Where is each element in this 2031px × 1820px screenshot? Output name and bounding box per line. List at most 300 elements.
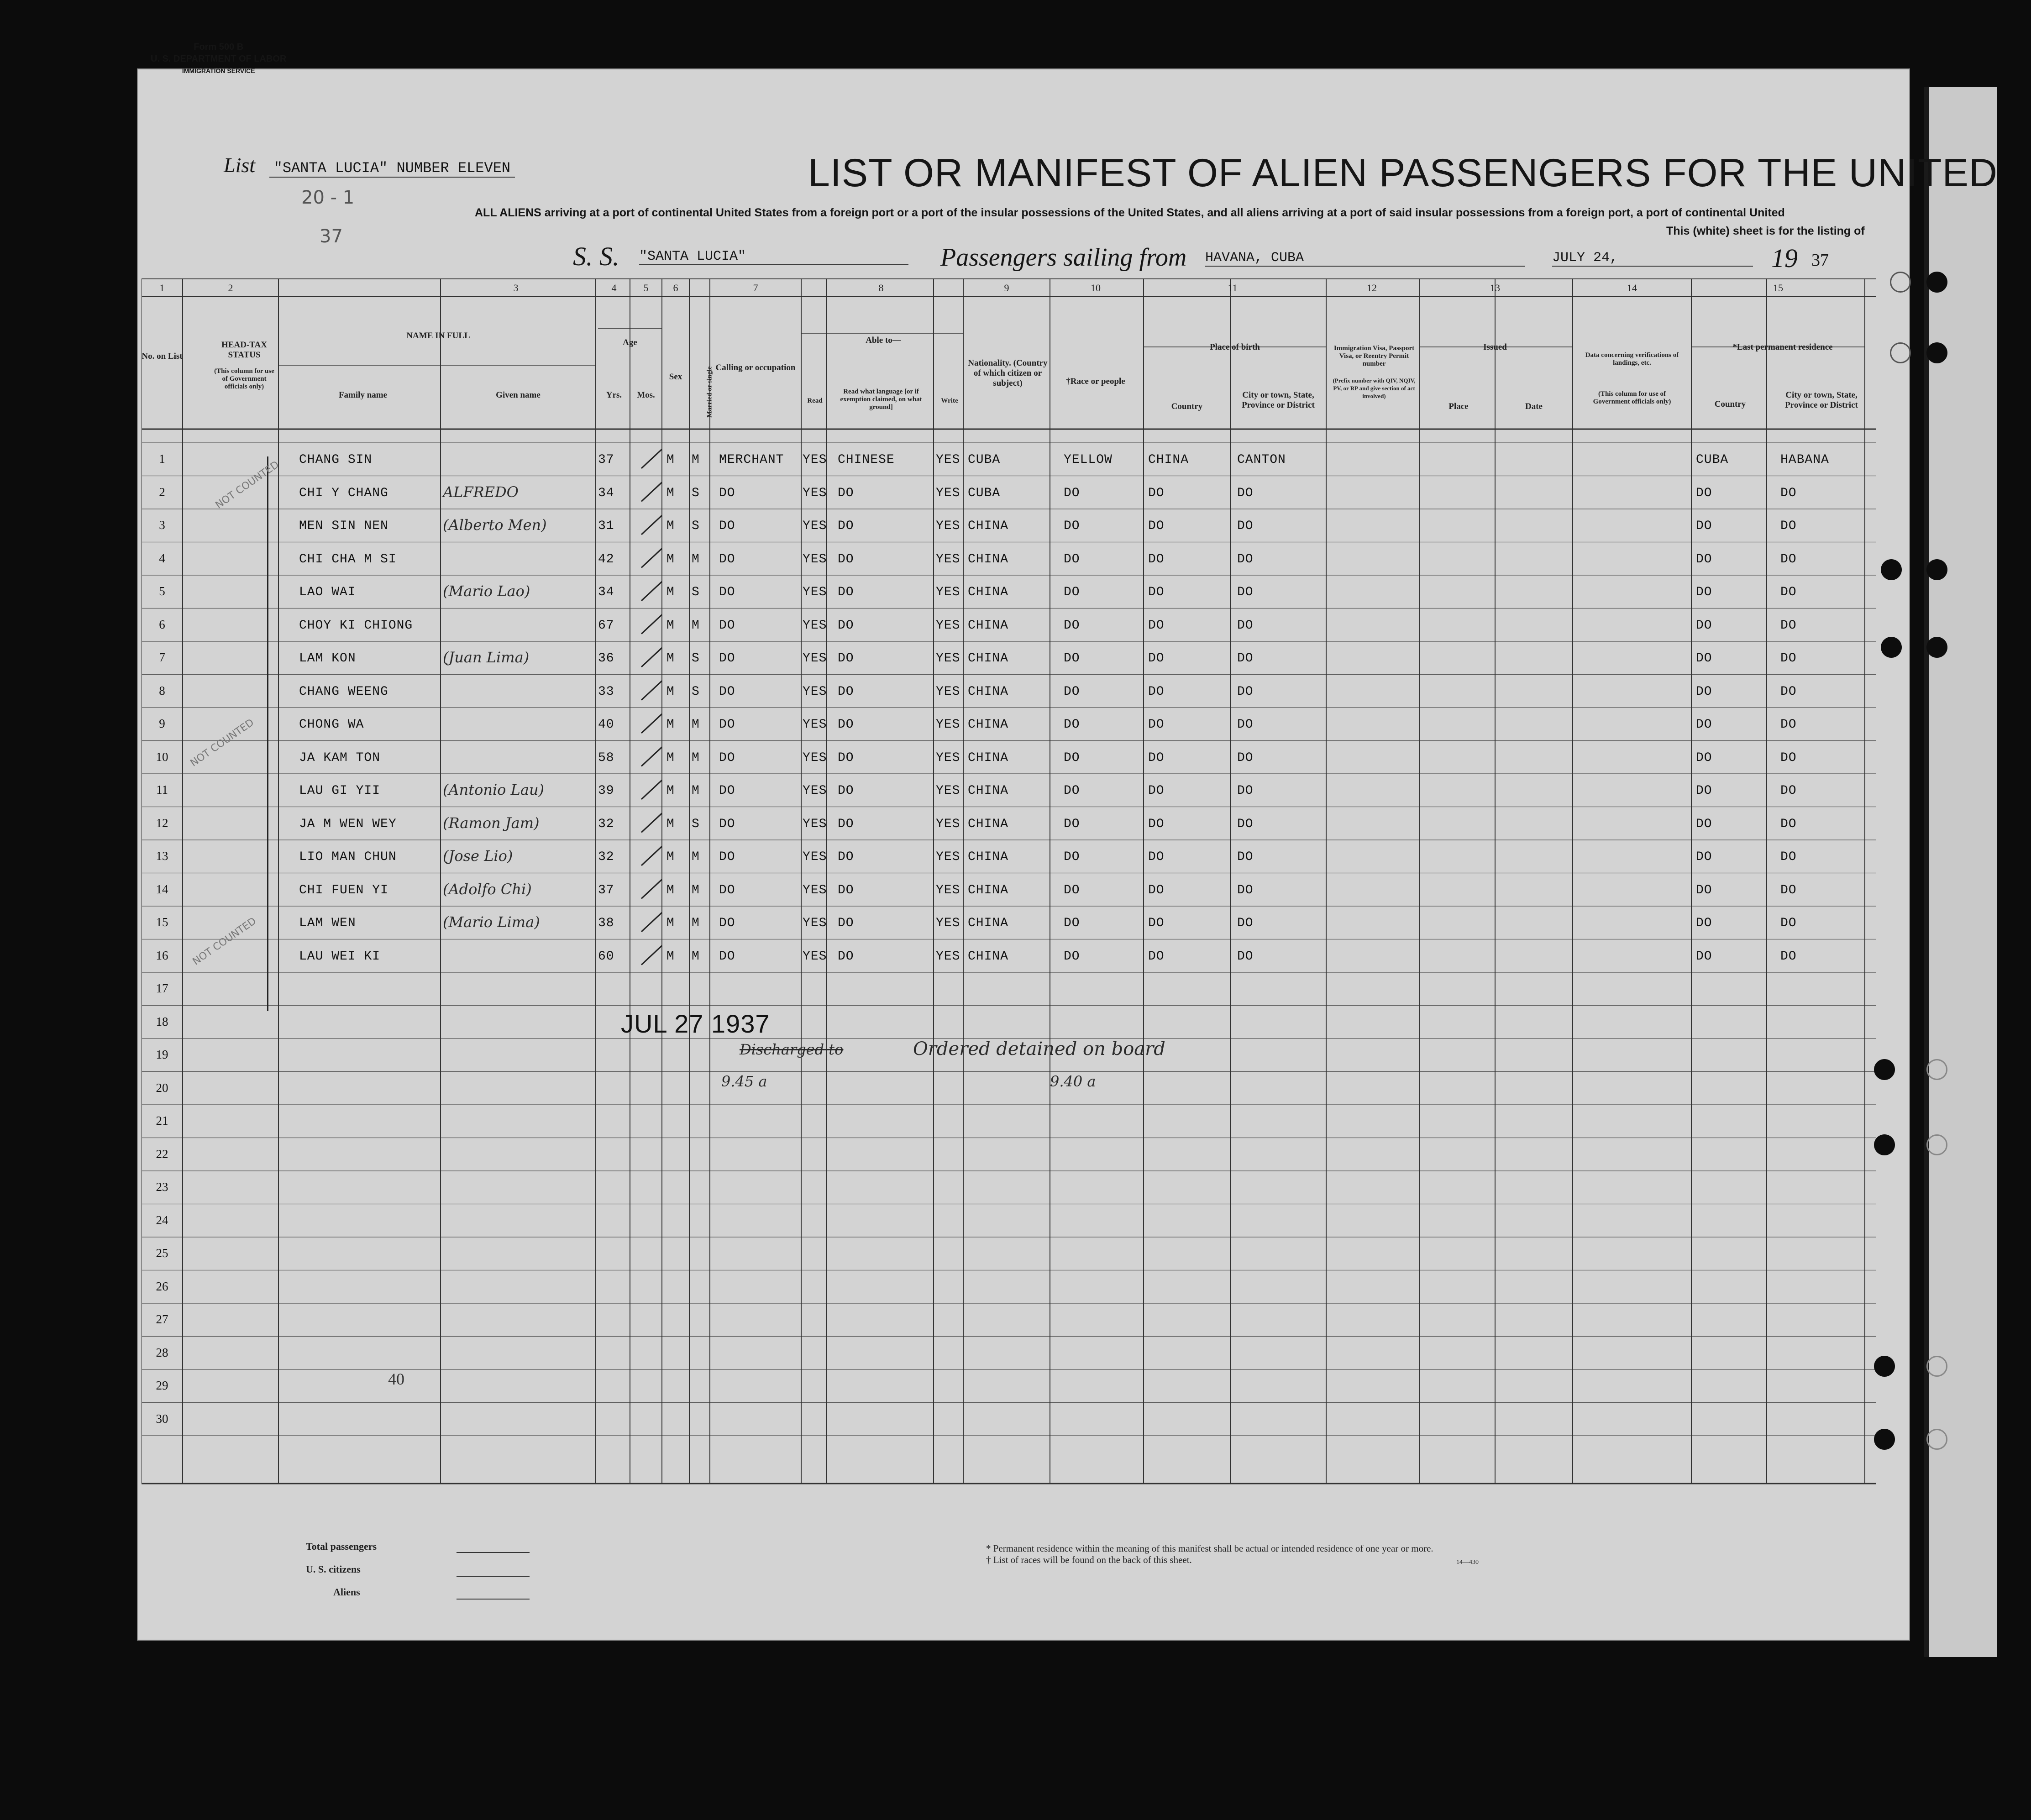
footnote-permanent: * Permanent residence within the meaning of this manifest shall be actual or intended residence of one year or more. <box>986 1543 1433 1554</box>
cell-race: DO <box>1064 519 1080 533</box>
column-number: 15 <box>1773 282 1783 294</box>
header-res-country: Country <box>1714 399 1746 409</box>
row-number: 26 <box>156 1279 168 1293</box>
column-number: 1 <box>159 282 165 294</box>
header-landing-note: (This column for use of Government officials only) <box>1593 390 1671 405</box>
cell-sex: M <box>667 552 675 566</box>
cell-read: YES <box>803 552 827 566</box>
binder-hole <box>1874 1356 1895 1377</box>
footnote-races: † List of races will be found on the back of this sheet. <box>986 1554 1192 1565</box>
cell-age: 32 <box>598 850 614 864</box>
row-number: 11 <box>156 783 168 797</box>
cell-res-country: CUBA <box>1696 453 1729 467</box>
cell-nationality: CHINA <box>968 949 1009 964</box>
row-number: 12 <box>156 816 168 830</box>
cell-occupation: DO <box>719 883 735 897</box>
cell-occupation: DO <box>719 916 735 930</box>
department: U. S. DEPARTMENT OF LABOR <box>151 54 287 64</box>
row-number: 23 <box>156 1180 168 1194</box>
cell-nationality: CUBA <box>968 453 1001 467</box>
header-no-on-list: No. on List <box>142 351 183 361</box>
age-tick-mark <box>641 515 662 535</box>
departure-date: JULY 24, <box>1552 250 1753 267</box>
cell-age: 34 <box>598 585 614 599</box>
cell-language: CHINESE <box>838 453 895 467</box>
handwritten-ordered-detained: Ordered detained on board <box>913 1039 1165 1059</box>
cell-birth-country: DO <box>1148 519 1165 533</box>
cell-sex: M <box>667 850 675 864</box>
cell-nationality: CHINA <box>968 883 1009 897</box>
cell-age: 42 <box>598 552 614 566</box>
cell-nationality: CHINA <box>968 718 1009 732</box>
cell-language: DO <box>838 750 854 765</box>
header-read-language: Read what language [or if exemption claimed, on what ground] <box>840 388 922 411</box>
header-calling: Calling or occupation <box>715 363 796 372</box>
header-visa-note: (Prefix number with QIV, NQIV, PV, or RP and give section of act involved) <box>1333 377 1416 399</box>
cell-age: 38 <box>598 916 614 930</box>
cell-write: YES <box>936 453 960 467</box>
cell-res-country: DO <box>1696 784 1712 798</box>
cell-read: YES <box>803 453 827 467</box>
cell-read: YES <box>803 684 827 699</box>
binder-hole <box>1926 342 1947 363</box>
cell-sex: M <box>667 618 675 633</box>
cell-ms: M <box>692 750 700 765</box>
cell-family: CHOY KI CHIONG <box>299 618 413 633</box>
cell-nationality: CHINA <box>968 750 1009 765</box>
cell-language: DO <box>838 618 854 633</box>
cell-write: YES <box>936 750 960 765</box>
cell-write: YES <box>936 651 960 666</box>
cell-res-country: DO <box>1696 850 1712 864</box>
cell-family: JA KAM TON <box>299 750 381 765</box>
cell-race: DO <box>1064 718 1080 732</box>
header-visa: Immigration Visa, Passport Visa, or Reentry Permit number <box>1333 345 1415 367</box>
cell-ms: S <box>692 585 700 599</box>
cell-family: CHANG SIN <box>299 453 373 467</box>
cell-language: DO <box>838 651 854 666</box>
list-value: "SANTA LUCIA" NUMBER ELEVEN <box>269 160 515 178</box>
cell-family: CHI Y CHANG <box>299 486 388 500</box>
cell-read: YES <box>803 817 827 831</box>
binder-hole <box>1926 1429 1947 1450</box>
cell-sex: M <box>667 453 675 467</box>
header-birth-city: City or town, State, Province or District <box>1242 390 1315 410</box>
cell-given: (Jose Lio) <box>443 847 513 865</box>
cell-occupation: DO <box>719 519 735 533</box>
header-landing-data: Data concerning verifications of landings, etc. <box>1585 351 1679 367</box>
cell-occupation: DO <box>719 486 735 500</box>
sheet-count-40: 40 <box>388 1370 404 1388</box>
cell-res-country: DO <box>1696 817 1712 831</box>
cell-birth-city: DO <box>1237 618 1254 633</box>
age-tick-mark <box>641 846 662 865</box>
cell-sex: M <box>667 718 675 732</box>
row-number: 24 <box>156 1213 168 1227</box>
header-family-name: Family name <box>338 390 388 400</box>
header-age-yrs: Yrs. <box>606 390 622 400</box>
cell-ms: M <box>692 552 700 566</box>
header-married-single: Married or single <box>706 366 714 418</box>
cell-ms: S <box>692 519 700 533</box>
cell-race: DO <box>1064 684 1080 699</box>
binder-hole <box>1874 1429 1895 1450</box>
cell-res-country: DO <box>1696 618 1712 633</box>
cell-age: 67 <box>598 618 614 633</box>
cell-res-city: DO <box>1780 651 1797 666</box>
cell-res-country: DO <box>1696 750 1712 765</box>
cell-age: 34 <box>598 486 614 500</box>
cell-read: YES <box>803 750 827 765</box>
cell-ms: M <box>692 949 700 964</box>
cell-ms: M <box>692 916 700 930</box>
header-write: Write <box>941 397 958 404</box>
departure-port: HAVANA, CUBA <box>1205 250 1525 267</box>
cell-language: DO <box>838 585 854 599</box>
cell-res-country: DO <box>1696 552 1712 566</box>
cell-occupation: DO <box>719 850 735 864</box>
header-read: Read <box>807 397 823 404</box>
header-birth-country: Country <box>1171 402 1203 411</box>
cell-sex: M <box>667 817 675 831</box>
cell-birth-country: DO <box>1148 486 1165 500</box>
year-prefix: 19 <box>1771 243 1798 273</box>
cell-language: DO <box>838 519 854 533</box>
header-able-to: Able to— <box>866 336 901 345</box>
pencil-note-2: 37 <box>320 226 343 247</box>
age-tick-mark <box>641 780 662 799</box>
cell-occupation: MERCHANT <box>719 453 784 467</box>
cell-age: 58 <box>598 750 614 765</box>
cell-nationality: CHINA <box>968 916 1009 930</box>
cell-birth-city: DO <box>1237 883 1254 897</box>
ship-label: S. S. <box>573 241 619 271</box>
cell-ms: M <box>692 453 700 467</box>
cell-language: DO <box>838 883 854 897</box>
binder-hole <box>1890 342 1911 363</box>
header-given-name: Given name <box>496 390 541 400</box>
cell-given: (Alberto Men) <box>443 516 547 534</box>
column-number: 3 <box>513 282 519 294</box>
age-tick-mark <box>641 714 662 733</box>
cell-res-city: DO <box>1780 784 1797 798</box>
cell-language: DO <box>838 718 854 732</box>
cell-birth-country: DO <box>1148 850 1165 864</box>
cell-birth-city: DO <box>1237 718 1254 732</box>
table-grid-lines <box>142 278 1876 1497</box>
cell-family: LAU GI YII <box>299 784 381 798</box>
cell-race: DO <box>1064 552 1080 566</box>
cell-age: 33 <box>598 684 614 699</box>
cell-birth-country: DO <box>1148 750 1165 765</box>
binder-hole <box>1926 637 1947 658</box>
binder-hole <box>1926 272 1947 293</box>
cell-res-city: DO <box>1780 750 1797 765</box>
cell-read: YES <box>803 916 827 930</box>
column-number: 7 <box>753 282 758 294</box>
handwritten-discharged: Discharged to <box>740 1041 844 1058</box>
binder-hole <box>1926 1134 1947 1155</box>
cell-res-country: DO <box>1696 949 1712 964</box>
cell-read: YES <box>803 585 827 599</box>
cell-birth-city: DO <box>1237 949 1254 964</box>
cell-sex: M <box>667 684 675 699</box>
cell-race: DO <box>1064 486 1080 500</box>
cell-sex: M <box>667 784 675 798</box>
age-tick-mark <box>641 813 662 833</box>
cell-language: DO <box>838 784 854 798</box>
cell-language: DO <box>838 949 854 964</box>
cell-birth-city: DO <box>1237 784 1254 798</box>
cell-read: YES <box>803 519 827 533</box>
cell-read: YES <box>803 949 827 964</box>
cell-race: DO <box>1064 651 1080 666</box>
header-age: Age <box>623 338 637 347</box>
cell-ms: S <box>692 651 700 666</box>
list-line <box>224 153 515 177</box>
binder-hole <box>1926 559 1947 580</box>
list-label: List <box>224 153 256 177</box>
cell-birth-country: DO <box>1148 684 1165 699</box>
row-number: 8 <box>159 683 165 698</box>
cell-res-city: DO <box>1780 718 1797 732</box>
column-number: 2 <box>228 282 233 294</box>
cell-birth-city: DO <box>1237 552 1254 566</box>
cell-res-country: DO <box>1696 519 1712 533</box>
cell-occupation: DO <box>719 949 735 964</box>
cell-nationality: CHINA <box>968 817 1009 831</box>
header-name-in-full: NAME IN FULL <box>406 331 470 341</box>
cell-res-city: DO <box>1780 618 1797 633</box>
cell-res-city: DO <box>1780 949 1797 964</box>
cell-res-city: DO <box>1780 486 1797 500</box>
not-counted-stamp-2: NOT COUNTED <box>188 717 257 769</box>
row-number: 13 <box>156 849 168 863</box>
cell-family: CHONG WA <box>299 718 364 732</box>
cell-race: DO <box>1064 784 1080 798</box>
cell-race: DO <box>1064 916 1080 930</box>
row-number: 2 <box>159 485 165 499</box>
cell-sex: M <box>667 519 675 533</box>
cell-read: YES <box>803 784 827 798</box>
cell-race: DO <box>1064 585 1080 599</box>
row-number: 15 <box>156 915 168 929</box>
cell-occupation: DO <box>719 718 735 732</box>
row-number: 14 <box>156 882 168 896</box>
cell-race: DO <box>1064 883 1080 897</box>
cell-birth-city: DO <box>1237 519 1254 533</box>
cell-birth-city: DO <box>1237 750 1254 765</box>
not-counted-stamp-1: NOT COUNTED <box>213 459 282 511</box>
cell-res-city: DO <box>1780 883 1797 897</box>
year-suffix: 37 <box>1811 251 1829 270</box>
cell-birth-country: DO <box>1148 916 1165 930</box>
cell-sex: M <box>667 486 675 500</box>
cell-ms: M <box>692 883 700 897</box>
cell-write: YES <box>936 916 960 930</box>
cell-res-city: DO <box>1780 519 1797 533</box>
cell-sex: M <box>667 651 675 666</box>
aliens-label: Aliens <box>333 1586 360 1598</box>
cell-write: YES <box>936 519 960 533</box>
us-citizens-label: U. S. citizens <box>306 1563 361 1575</box>
column-number: 13 <box>1490 282 1500 294</box>
cell-occupation: DO <box>719 618 735 633</box>
header-head-tax-note: (This column for use of Government officials only) <box>214 367 274 390</box>
form-number: Form 500 B <box>194 42 244 52</box>
binder-hole <box>1926 1059 1947 1080</box>
cell-res-country: DO <box>1696 486 1712 500</box>
row-number: 6 <box>159 617 165 631</box>
header-issued: Issued <box>1483 342 1507 352</box>
cell-birth-country: DO <box>1148 949 1165 964</box>
binder-hole <box>1874 1059 1895 1080</box>
ship-name: "SANTA LUCIA" <box>639 249 908 265</box>
header-race: †Race or people <box>1066 377 1125 386</box>
cell-birth-city: DO <box>1237 585 1254 599</box>
cell-language: DO <box>838 850 854 864</box>
row-number: 10 <box>156 750 168 764</box>
cell-ms: S <box>692 684 700 699</box>
cell-language: DO <box>838 552 854 566</box>
cell-given: (Ramon Jam) <box>443 814 540 832</box>
cell-given: (Antonio Lau) <box>443 781 545 798</box>
column-number: 4 <box>611 282 617 294</box>
cell-family: MEN SIN NEN <box>299 519 388 533</box>
cell-nationality: CHINA <box>968 651 1009 666</box>
cell-birth-country: DO <box>1148 718 1165 732</box>
next-sheet-edge <box>1924 87 1997 1657</box>
column-number: 5 <box>643 282 649 294</box>
cell-ms: M <box>692 718 700 732</box>
row-number: 16 <box>156 948 168 962</box>
cell-nationality: CHINA <box>968 585 1009 599</box>
cell-age: 37 <box>598 453 614 467</box>
cell-language: DO <box>838 684 854 699</box>
cell-age: 36 <box>598 651 614 666</box>
age-tick-mark <box>641 449 662 468</box>
cell-age: 39 <box>598 784 614 798</box>
cell-age: 60 <box>598 949 614 964</box>
cell-nationality: CHINA <box>968 850 1009 864</box>
cell-res-country: DO <box>1696 718 1712 732</box>
subtitle-1: ALL ALIENS arriving at a port of continental United States from a foreign port or a port of the insular possessions of the United States, and all aliens arriving at a port of said insular possessions from a foreign port, a port of continental United <box>475 206 1785 219</box>
cell-birth-country: DO <box>1148 784 1165 798</box>
cell-write: YES <box>936 883 960 897</box>
total-passengers-line <box>457 1552 530 1553</box>
row-number: 5 <box>159 584 165 598</box>
cell-language: DO <box>838 916 854 930</box>
cell-birth-country: DO <box>1148 585 1165 599</box>
cell-occupation: DO <box>719 585 735 599</box>
cell-family: LAM KON <box>299 651 356 666</box>
cell-sex: M <box>667 883 675 897</box>
row-number: 17 <box>156 981 168 995</box>
cell-birth-city: DO <box>1237 684 1254 699</box>
cell-sex: M <box>667 750 675 765</box>
cell-ms: M <box>692 850 700 864</box>
column-number: 8 <box>878 282 884 294</box>
header-sex: Sex <box>669 372 682 382</box>
age-tick-mark <box>641 880 662 899</box>
header-head-tax: HEAD-TAX STATUS <box>221 340 267 360</box>
row-number: 22 <box>156 1147 168 1161</box>
cell-birth-city: DO <box>1237 916 1254 930</box>
cell-age: 31 <box>598 519 614 533</box>
cell-res-city: DO <box>1780 916 1797 930</box>
cell-family: LAO WAI <box>299 585 356 599</box>
cell-birth-country: DO <box>1148 552 1165 566</box>
cell-occupation: DO <box>719 750 735 765</box>
cell-occupation: DO <box>719 552 735 566</box>
cell-write: YES <box>936 784 960 798</box>
age-tick-mark <box>641 582 662 601</box>
header-issued-date: Date <box>1525 402 1543 411</box>
cell-read: YES <box>803 850 827 864</box>
cell-occupation: DO <box>719 784 735 798</box>
cell-birth-city: CANTON <box>1237 453 1286 467</box>
manifest-table <box>142 278 1876 1497</box>
row-number: 9 <box>159 717 165 730</box>
binder-hole <box>1926 1356 1947 1377</box>
cell-language: DO <box>838 486 854 500</box>
cell-write: YES <box>936 949 960 964</box>
row-number: 7 <box>159 650 165 664</box>
column-number: 9 <box>1004 282 1009 294</box>
age-tick-mark <box>641 681 662 700</box>
binder-hole <box>1881 559 1902 580</box>
cell-write: YES <box>936 618 960 633</box>
cell-write: YES <box>936 585 960 599</box>
cell-birth-country: DO <box>1148 883 1165 897</box>
cell-res-city: DO <box>1780 817 1797 831</box>
handwritten-time-2: 9.40 a <box>1050 1073 1096 1090</box>
column-number: 14 <box>1627 282 1637 294</box>
cell-occupation: DO <box>719 684 735 699</box>
cell-res-city: DO <box>1780 684 1797 699</box>
cell-family: LAU WEI KI <box>299 949 381 964</box>
cell-write: YES <box>936 850 960 864</box>
cell-race: DO <box>1064 850 1080 864</box>
cell-write: YES <box>936 718 960 732</box>
group-bracket <box>267 456 268 1011</box>
header-issued-place: Place <box>1448 402 1469 411</box>
row-number: 1 <box>159 452 165 466</box>
cell-birth-city: DO <box>1237 486 1254 500</box>
cell-nationality: CHINA <box>968 784 1009 798</box>
cell-race: YELLOW <box>1064 453 1113 467</box>
cell-family: LAM WEN <box>299 916 356 930</box>
row-number: 21 <box>156 1114 168 1128</box>
cell-nationality: CUBA <box>968 486 1001 500</box>
row-number: 18 <box>156 1014 168 1028</box>
cell-nationality: CHINA <box>968 519 1009 533</box>
column-number: 12 <box>1367 282 1377 294</box>
cell-nationality: CHINA <box>968 552 1009 566</box>
cell-age: 32 <box>598 817 614 831</box>
cell-birth-city: DO <box>1237 817 1254 831</box>
row-number: 28 <box>156 1345 168 1359</box>
cell-birth-country: DO <box>1148 651 1165 666</box>
age-tick-mark <box>641 747 662 766</box>
cell-family: LIO MAN CHUN <box>299 850 397 864</box>
cell-occupation: DO <box>719 651 735 666</box>
handwritten-time-1: 9.45 a <box>721 1073 767 1090</box>
cell-birth-country: CHINA <box>1148 453 1189 467</box>
header-place-of-birth: Place of birth <box>1210 342 1260 352</box>
cell-write: YES <box>936 552 960 566</box>
cell-nationality: CHINA <box>968 618 1009 633</box>
